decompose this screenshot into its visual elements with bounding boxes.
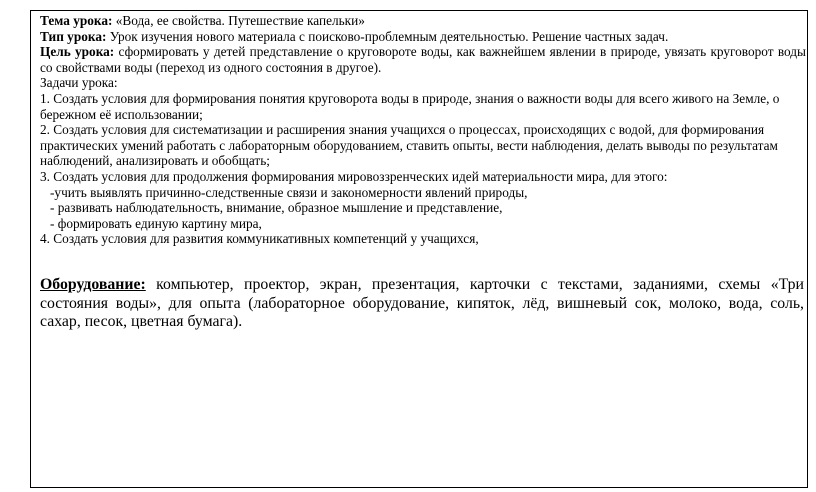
goal-label: Цель урока: [40, 44, 115, 60]
goal-line [40, 44, 806, 75]
task-1: 1. Создать условия для формирования понятия круговорота воды в природе, знания о важности воды для всего живого на Земле, о бережном её использовании; [40, 90, 780, 122]
task-2: 2. Создать условия для систематизации и расширения знания учащихся о процессах, происходящих с водой, для формирования практических умений работать с лабораторным оборудованием, ставить опыты, вести наблюдения, делать выводы по результатам наблюдений, анализировать и обобщать; [40, 122, 778, 169]
equipment-paragraph [40, 276, 804, 332]
type-line [40, 29, 806, 45]
lesson-plan-text [40, 13, 806, 247]
type-label: Тип урока: [40, 28, 107, 44]
task-3-sub-3: - формировать единую картину мира, [50, 215, 262, 231]
task-3-sub-2: - развивать наблюдательность, внимание, образное мышление и представление, [50, 200, 503, 216]
task-4: 4. Создать условия для развития коммуникативных компетенций у учащихся, [40, 231, 479, 247]
tasks-heading: Задачи урока: [40, 75, 118, 91]
topic-label: Тема урока: [40, 13, 113, 28]
topic-value: «Вода, ее свойства. Путешествие капельки» [112, 13, 365, 28]
topic-line [40, 13, 806, 29]
equipment-value: компьютер, проектор, экран, презентация, карточки с текстами, заданиями, схемы «Три состояния воды», для опыта (лабораторное оборудование, кипяток, лёд, вишневый сок, молоко, вода, соль, сахар, песок, цветная бумага). [40, 276, 804, 330]
task-3: 3. Создать условия для продолжения формирования мировоззренческих идей материальности мира, для этого: [40, 168, 668, 184]
equipment-label: Оборудование: [40, 276, 146, 293]
type-value: Урок изучения нового материала с поисково-проблемным деятельностью. Решение частных задач. [106, 28, 669, 44]
task-3-sub-1: -учить выявлять причинно-следственные связи и закономерности явлений природы, [50, 184, 528, 200]
goal-value: сформировать у детей представление о круговороте воды, как важнейшем явлении в природе, увязать круговорот воды со свойствами воды (переход из одного состояния в другое). [40, 44, 806, 75]
